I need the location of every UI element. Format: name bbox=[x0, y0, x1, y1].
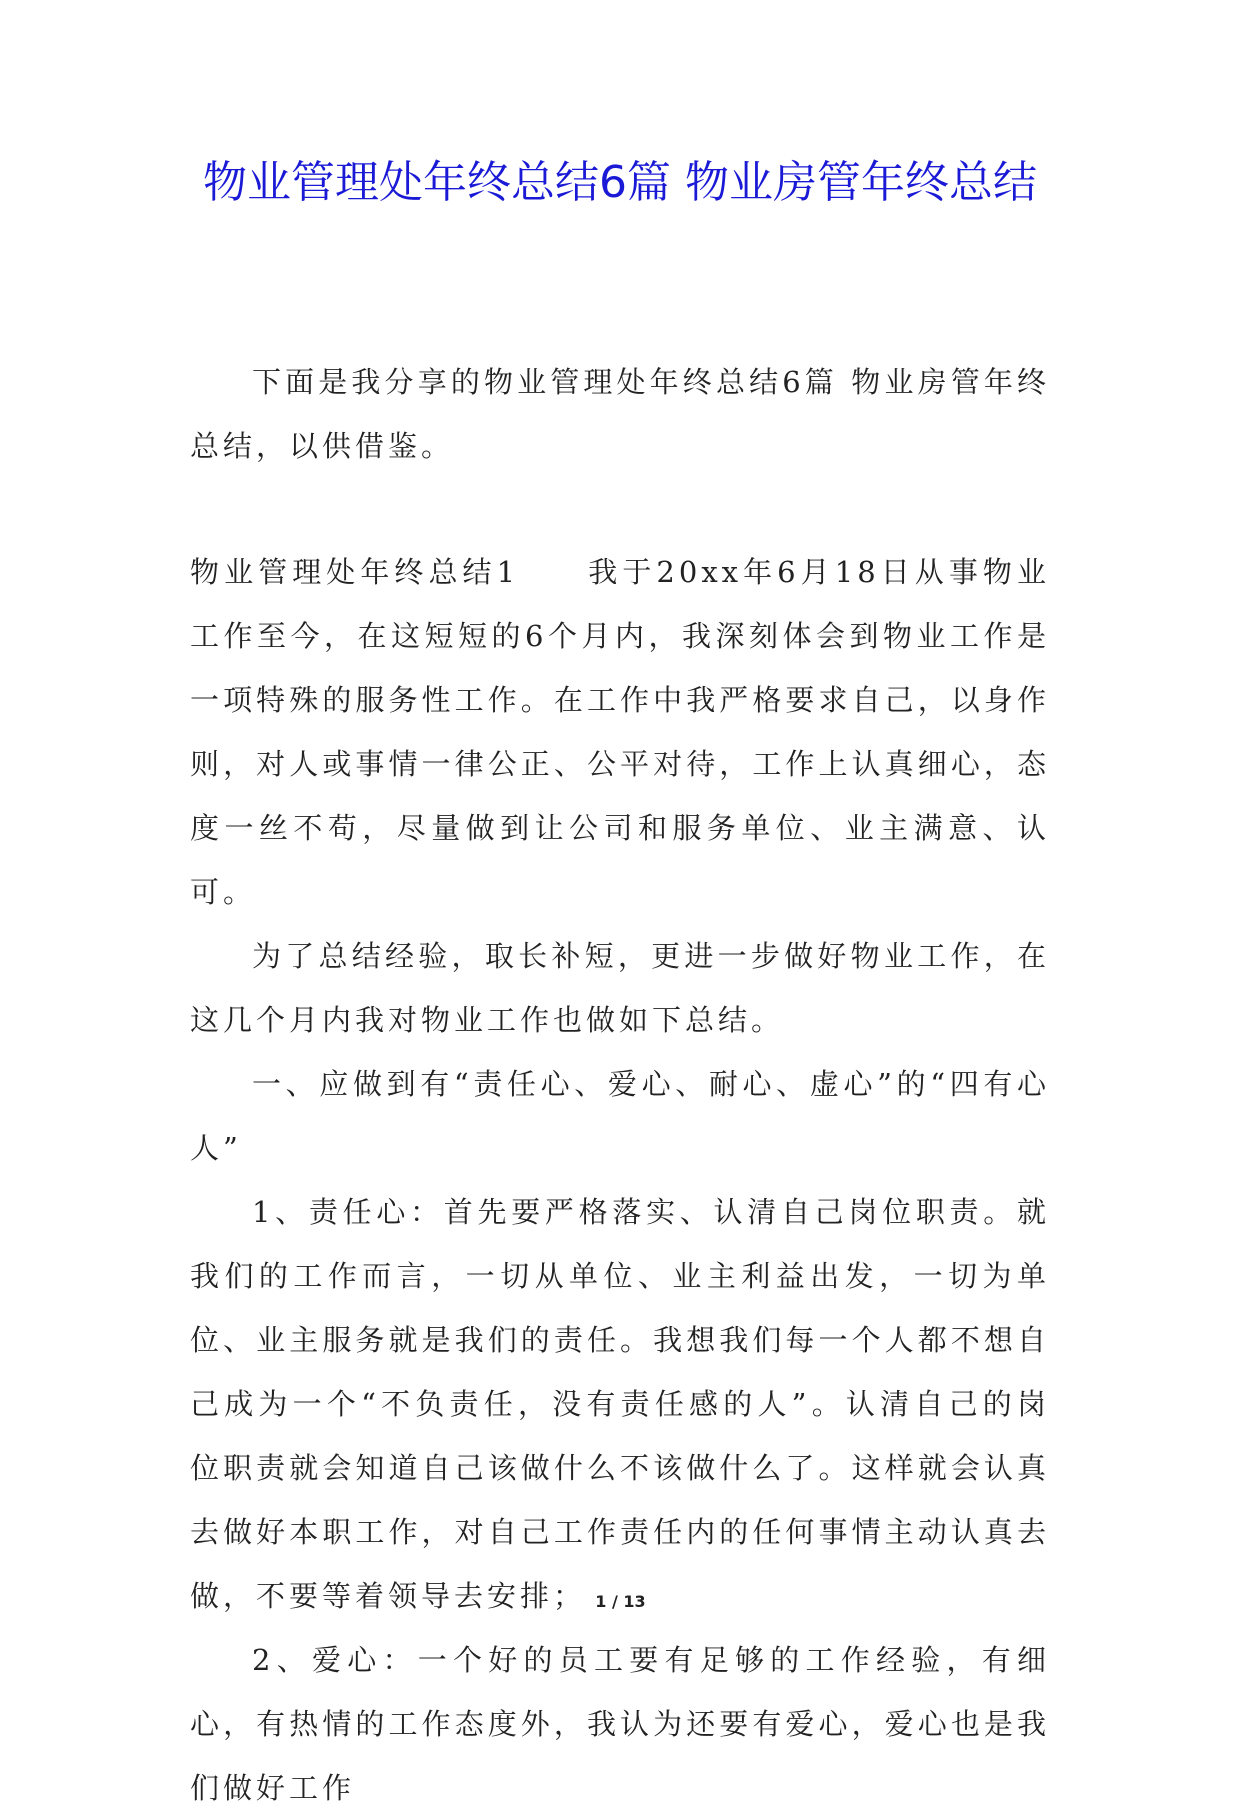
document-title: 物业管理处年终总结6篇 物业房管年终总结 bbox=[203, 157, 1037, 208]
body-content bbox=[190, 540, 1050, 1820]
page-number: 1 / 13 bbox=[595, 1592, 646, 1611]
paragraph-1: 物业管理处年终总结1 我于20xx年6月18日从事物业工作至今，在这短短的6个月内，我深刻体会到物业工作是一项特殊的服务性工作。在工作中我严格要求自己，以身作则，对人或事情一律公正、公平对待，工作上认真细心，态度一丝不苟，尽量做到让公司和服务单位、业主满意、认可。 bbox=[190, 555, 1050, 909]
intro-paragraph: 下面是我分享的物业管理处年终总结6篇 物业房管年终总结，以供借鉴。 bbox=[190, 365, 1050, 463]
paragraph-love: 2、爱心：一个好的员工要有足够的工作经验，有细心，有热情的工作态度外，我认为还要有爱心，爱心也是我们做好工作 bbox=[190, 1643, 1050, 1805]
paragraph-2: 为了总结经验，取长补短，更进一步做好物业工作，在这几个月内我对物业工作也做如下总结。 bbox=[190, 939, 1050, 1037]
paragraph-responsibility: 1、责任心：首先要严格落实、认清自己岗位职责。就我们的工作而言，一切从单位、业主利益出发，一切为单位、业主服务就是我们的责任。我想我们每一个人都不想自己成为一个“不负责任，没有责任感的人”。认清自己的岗位职责就会知道自己该做什么不该做什么了。这样就会认真去做好本职工作，对自己工作责任内的任何事情主动认真去做，不要等着领导去安排； bbox=[190, 1195, 1050, 1613]
section-heading-1: 一、应做到有“责任心、爱心、耐心、虚心”的“四有心人” bbox=[190, 1067, 1050, 1165]
